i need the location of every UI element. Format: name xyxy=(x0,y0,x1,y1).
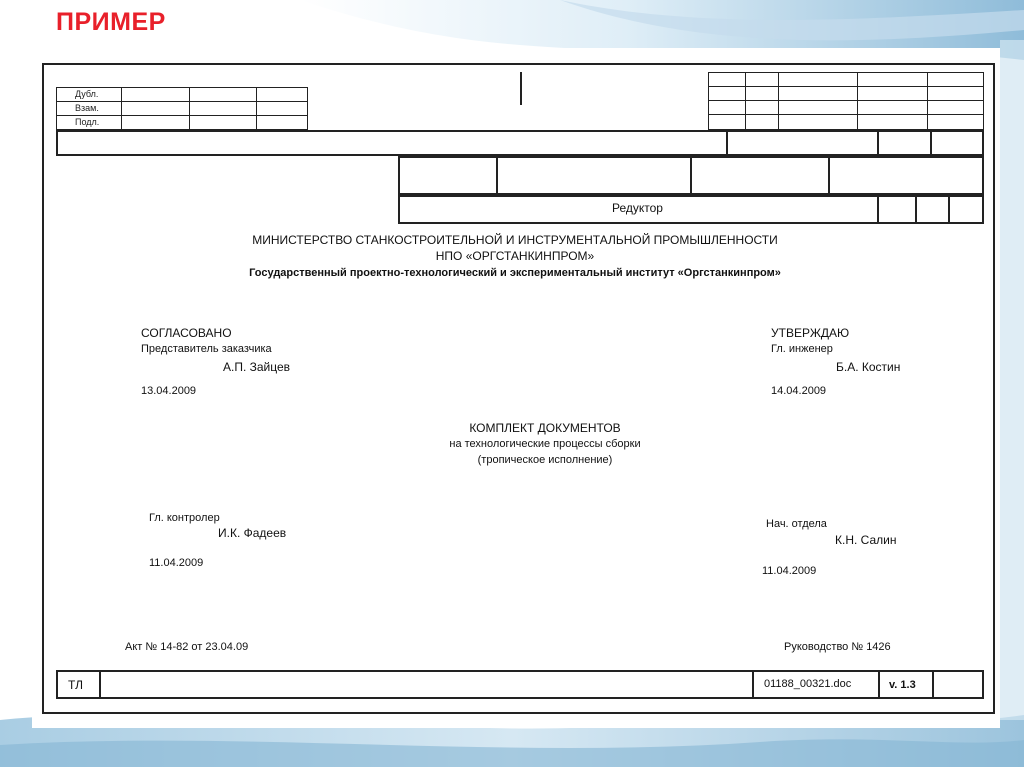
manual-reference: Руководство № 1426 xyxy=(784,641,891,653)
product-name: Редуктор xyxy=(612,201,663,215)
agreed-name: А.П. Зайцев xyxy=(223,360,291,374)
dept-head-role: Нач. отдела xyxy=(766,518,827,530)
controller-date: 11.04.2009 xyxy=(149,557,204,569)
slide-title: ПРИМЕР xyxy=(56,8,166,36)
document-subtitle-1: на технологические процессы сборки xyxy=(449,438,641,450)
footer-doc-type: ТЛ xyxy=(68,678,83,692)
stamp-row-podl: Подл. xyxy=(75,117,100,127)
center-marker-line xyxy=(520,72,522,105)
dept-head-name: К.Н. Салин xyxy=(835,533,897,547)
stamp-row-dubl: Дубл. xyxy=(75,89,99,99)
footer-file-name: 01188_00321.doc xyxy=(764,678,852,690)
org-institute: Государственный проектно-технологический и экспериментальный институт «Оргстанкинпром» xyxy=(249,267,781,279)
approved-name: Б.А. Костин xyxy=(836,360,901,374)
controller-role: Гл. контролер xyxy=(149,512,220,524)
agreed-title: СОГЛАСОВАНО xyxy=(141,326,232,340)
stamp-row-vzam: Взам. xyxy=(75,103,99,113)
approved-role: Гл. инженер xyxy=(771,343,833,355)
document-subtitle-2: (тропическое исполнение) xyxy=(477,454,613,466)
header-row-1 xyxy=(56,130,984,156)
agreed-role: Представитель заказчика xyxy=(141,343,272,355)
approved-title: УТВЕРЖДАЮ xyxy=(771,326,850,340)
approved-date: 14.04.2009 xyxy=(771,385,827,397)
document-title: КОМПЛЕКТ ДОКУМЕНТОВ xyxy=(469,421,621,435)
org-npo: НПО «ОРГСТАНКИНПРОМ» xyxy=(435,249,595,263)
controller-name: И.К. Фадеев xyxy=(218,526,287,540)
dept-head-date: 11.04.2009 xyxy=(762,565,817,577)
footer-version: v. 1.3 xyxy=(889,679,916,691)
agreed-date: 13.04.2009 xyxy=(141,385,197,397)
org-ministry: МИНИСТЕРСТВО СТАНКОСТРОИТЕЛЬНОЙ И ИНСТРУМЕНТАЛЬНОЙ ПРОМЫШЛЕННОСТИ xyxy=(252,233,778,247)
act-reference: Акт № 14-82 от 23.04.09 xyxy=(125,641,249,653)
